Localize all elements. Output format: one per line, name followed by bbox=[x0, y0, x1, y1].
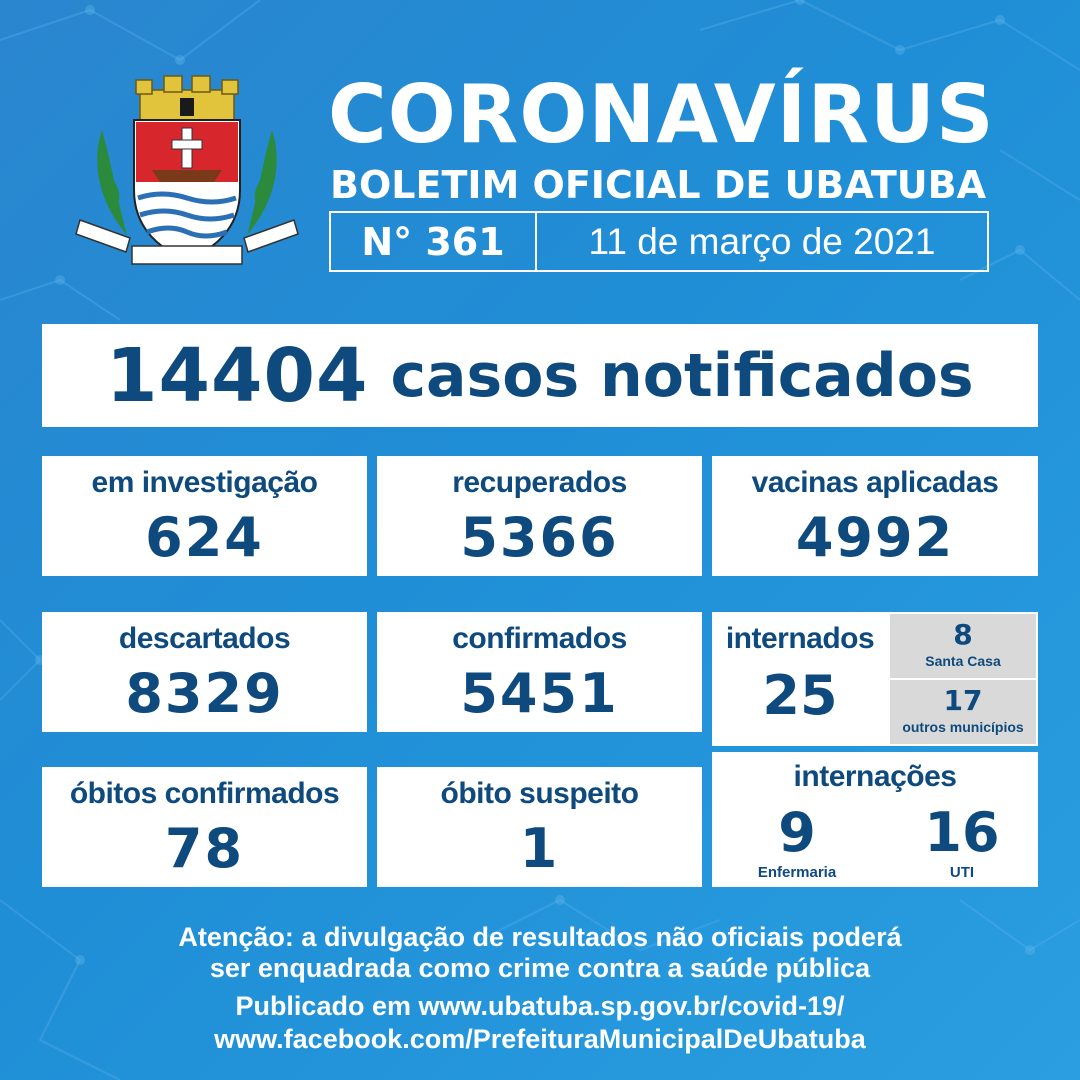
stat-value: 78 bbox=[164, 817, 245, 880]
page-title: CORONAVÍRUS bbox=[328, 68, 995, 161]
stat-label: em investigação bbox=[91, 466, 318, 499]
stat-label: recuperados bbox=[452, 466, 627, 499]
notice-line-2: ser enquadrada como crime contra a saúde pública bbox=[209, 953, 871, 983]
hospitalized-main bbox=[712, 612, 888, 746]
admissions-label: internações bbox=[793, 760, 957, 793]
publication-links bbox=[40, 990, 1040, 1056]
issue-number: N° 361 bbox=[331, 213, 537, 270]
icu-value: 16 bbox=[924, 801, 1000, 864]
stat-label: óbitos confirmados bbox=[69, 777, 340, 810]
stat-card-investigation bbox=[42, 456, 367, 576]
published-url-line: Publicado em www.ubatuba.sp.gov.br/covid-19/ bbox=[235, 991, 845, 1021]
admissions-icu bbox=[897, 802, 1027, 881]
stat-label: vacinas aplicadas bbox=[751, 466, 999, 499]
stat-value: 624 bbox=[145, 506, 264, 569]
stat-label: óbito suspeito bbox=[440, 777, 639, 810]
stat-card-vaccines bbox=[712, 456, 1038, 576]
facebook-url-line: www.facebook.com/PrefeituraMunicipalDeUbatuba bbox=[214, 1024, 866, 1054]
stat-value: 5366 bbox=[460, 506, 619, 569]
ward-label: Enfermaria bbox=[757, 864, 837, 881]
stat-label: descartados bbox=[118, 622, 291, 655]
issue-info-box bbox=[329, 211, 989, 272]
sub-value: 8 bbox=[953, 618, 973, 651]
stat-card-confirmed bbox=[377, 612, 702, 732]
sub-value: 17 bbox=[943, 684, 983, 717]
ward-value: 9 bbox=[778, 801, 816, 864]
stat-card-deaths bbox=[42, 767, 367, 887]
total-cases-label: casos notificados bbox=[390, 340, 974, 411]
total-cases-value: 14404 bbox=[106, 332, 369, 419]
notice-line-1: Atenção: a divulgação de resultados não oficiais poderá bbox=[178, 922, 902, 952]
stat-value: 25 bbox=[762, 664, 838, 727]
hospitalized-other-cities bbox=[890, 680, 1036, 744]
icu-label: UTI bbox=[949, 864, 975, 881]
legal-notice bbox=[40, 922, 1040, 984]
stat-card-discarded bbox=[42, 612, 367, 732]
admissions-ward bbox=[732, 802, 862, 881]
stat-label: internados bbox=[725, 622, 875, 655]
stat-value: 1 bbox=[519, 817, 560, 880]
hospitalized-santa-casa bbox=[890, 614, 1036, 678]
stat-card-admissions bbox=[712, 752, 1038, 887]
sub-label: Santa Casa bbox=[925, 653, 1001, 669]
total-cases-banner bbox=[42, 324, 1038, 427]
stat-card-suspected-death bbox=[377, 767, 702, 887]
page-subtitle: BOLETIM OFICIAL DE UBATUBA bbox=[330, 163, 986, 207]
sub-label: outros municípios bbox=[902, 719, 1024, 735]
stat-card-recovered bbox=[377, 456, 702, 576]
ubatuba-coat-of-arms-logo bbox=[72, 70, 302, 270]
issue-date: 11 de março de 2021 bbox=[588, 220, 936, 262]
stat-value: 4992 bbox=[795, 506, 955, 569]
stat-card-hospitalized bbox=[712, 612, 1038, 746]
stat-value: 5451 bbox=[460, 662, 619, 725]
stat-label: confirmados bbox=[452, 622, 627, 655]
stat-value: 8329 bbox=[125, 662, 284, 725]
